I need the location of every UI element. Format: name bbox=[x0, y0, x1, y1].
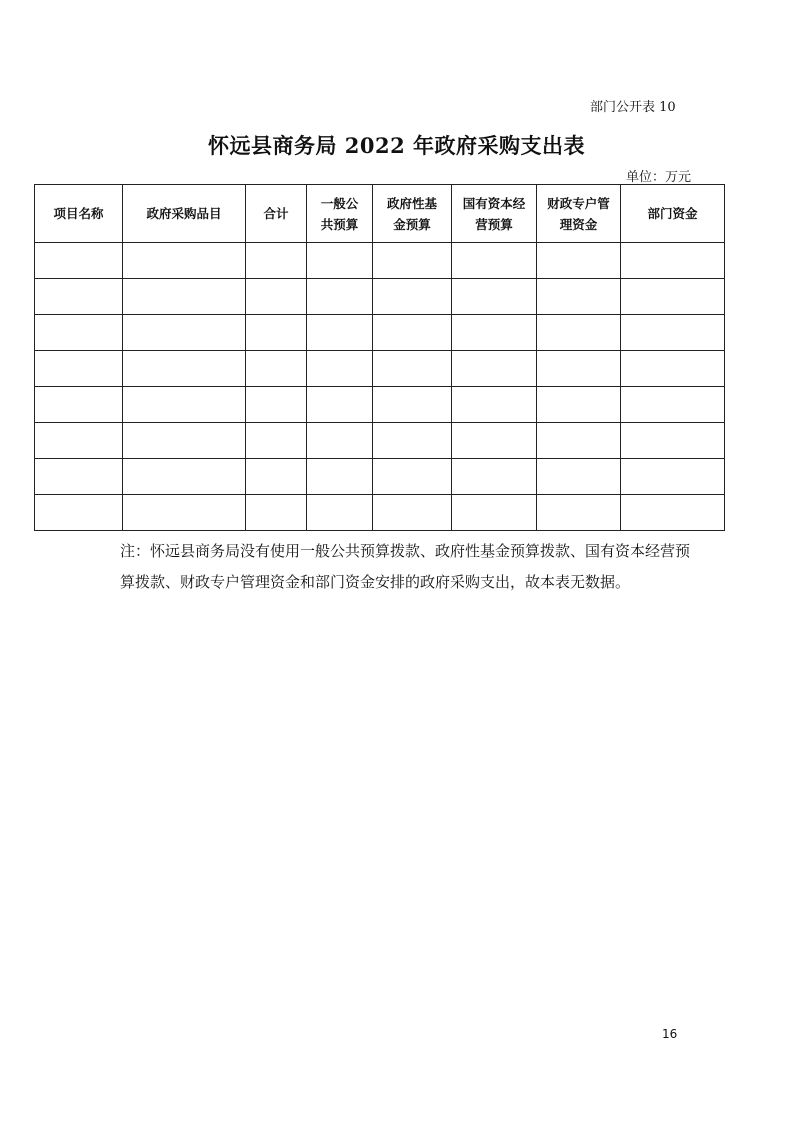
table-row bbox=[35, 351, 725, 387]
table-cell bbox=[537, 243, 621, 279]
table-cell bbox=[246, 315, 307, 351]
table-cell bbox=[452, 459, 537, 495]
page-code: 部门公开表 10 bbox=[590, 100, 676, 115]
table-cell bbox=[35, 315, 123, 351]
table-cell bbox=[35, 387, 123, 423]
table-header-row bbox=[35, 185, 725, 243]
table-cell bbox=[35, 495, 123, 531]
table-cell bbox=[35, 459, 123, 495]
table-cell bbox=[123, 495, 246, 531]
table-cell bbox=[537, 495, 621, 531]
table-cell bbox=[373, 315, 452, 351]
table-cell bbox=[35, 243, 123, 279]
table-cell bbox=[35, 351, 123, 387]
table-cell bbox=[373, 459, 452, 495]
table-cell bbox=[35, 423, 123, 459]
table-cell bbox=[246, 351, 307, 387]
table-cell bbox=[452, 315, 537, 351]
header-total: 合计 bbox=[246, 185, 307, 243]
table-cell bbox=[621, 387, 725, 423]
table-cell bbox=[537, 423, 621, 459]
table-cell bbox=[123, 387, 246, 423]
table-cell bbox=[307, 279, 373, 315]
header-state-capital-budget: 国有资本经 营预算 bbox=[452, 185, 537, 243]
table-cell bbox=[373, 423, 452, 459]
header-special-account-funds: 财政专户管 理资金 bbox=[537, 185, 621, 243]
table-cell bbox=[307, 315, 373, 351]
table-cell bbox=[537, 351, 621, 387]
table-cell bbox=[621, 495, 725, 531]
table-cell bbox=[123, 459, 246, 495]
table-cell bbox=[537, 459, 621, 495]
table-cell bbox=[123, 351, 246, 387]
header-procurement-item: 政府采购品目 bbox=[123, 185, 246, 243]
unit-label: 单位：万元 bbox=[626, 170, 692, 185]
table-note: 注：怀远县商务局没有使用一般公共预算拨款、政府性基金预算拨款、国有资本经营预算拨款、财政专户管理资金和部门资金安排的政府采购支出，故本表无数据。 bbox=[120, 542, 691, 591]
table-cell bbox=[246, 423, 307, 459]
table-row bbox=[35, 423, 725, 459]
table-cell bbox=[307, 243, 373, 279]
table-cell bbox=[35, 279, 123, 315]
table-cell bbox=[452, 423, 537, 459]
table-cell bbox=[307, 495, 373, 531]
table-cell bbox=[537, 387, 621, 423]
header-department-funds: 部门资金 bbox=[621, 185, 725, 243]
table-cell bbox=[621, 459, 725, 495]
table-cell bbox=[373, 243, 452, 279]
table-cell bbox=[123, 243, 246, 279]
table-row bbox=[35, 315, 725, 351]
table-row bbox=[35, 495, 725, 531]
table-cell bbox=[452, 351, 537, 387]
table-cell bbox=[621, 351, 725, 387]
header-project-name: 项目名称 bbox=[35, 185, 123, 243]
table-cell bbox=[373, 495, 452, 531]
header-general-budget: 一般公 共预算 bbox=[307, 185, 373, 243]
table-cell bbox=[373, 279, 452, 315]
table-row bbox=[35, 279, 725, 315]
procurement-table bbox=[34, 184, 725, 531]
table-cell bbox=[123, 315, 246, 351]
table-cell bbox=[307, 423, 373, 459]
table-cell bbox=[621, 315, 725, 351]
table-cell bbox=[246, 495, 307, 531]
table-cell bbox=[307, 459, 373, 495]
header-fund-budget: 政府性基 金预算 bbox=[373, 185, 452, 243]
table-cell bbox=[537, 279, 621, 315]
table-cell bbox=[452, 495, 537, 531]
table-cell bbox=[373, 351, 452, 387]
table-cell bbox=[373, 387, 452, 423]
table-cell bbox=[246, 243, 307, 279]
table-cell bbox=[621, 243, 725, 279]
table-cell bbox=[246, 279, 307, 315]
table-cell bbox=[452, 243, 537, 279]
table-cell bbox=[621, 423, 725, 459]
table-row bbox=[35, 459, 725, 495]
table-cell bbox=[123, 279, 246, 315]
table-row bbox=[35, 387, 725, 423]
table-cell bbox=[246, 387, 307, 423]
table-cell bbox=[452, 279, 537, 315]
table-cell bbox=[621, 279, 725, 315]
table-cell bbox=[307, 387, 373, 423]
page-number: 16 bbox=[662, 1027, 678, 1041]
page-title: 怀远县商务局 2022 年政府采购支出表 bbox=[207, 133, 586, 158]
table-cell bbox=[537, 315, 621, 351]
table-cell bbox=[123, 423, 246, 459]
table-cell bbox=[307, 351, 373, 387]
table-cell bbox=[246, 459, 307, 495]
table-row bbox=[35, 243, 725, 279]
table-cell bbox=[452, 387, 537, 423]
